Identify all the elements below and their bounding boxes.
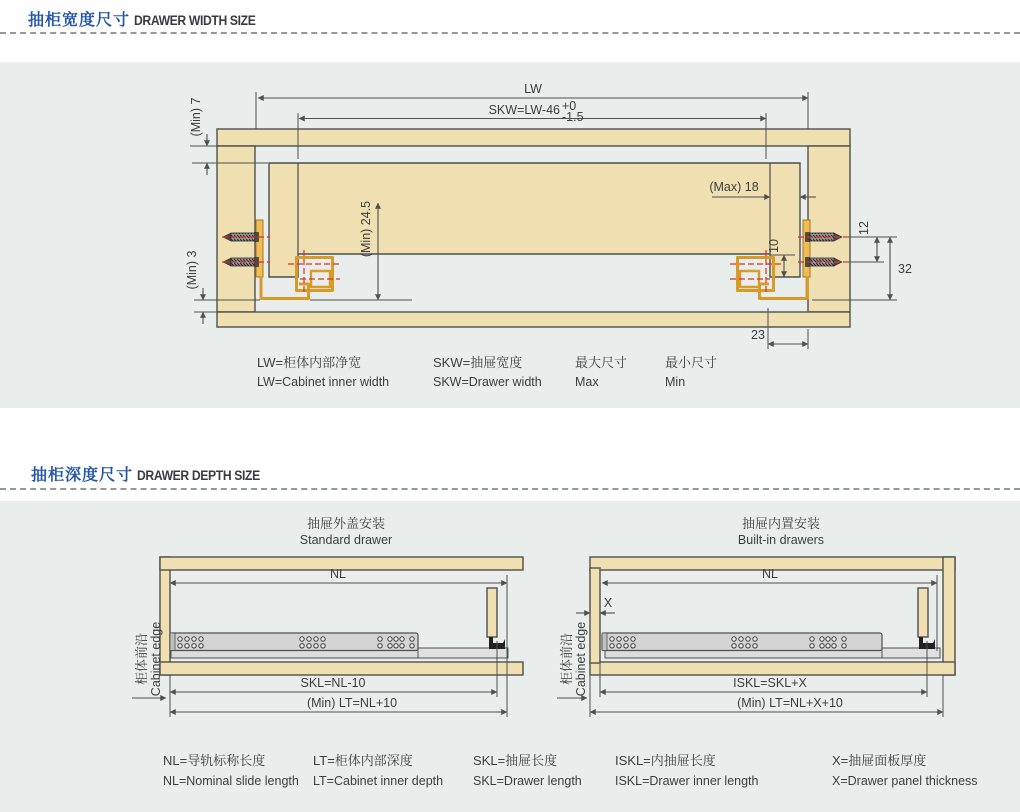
drawer-back-panel	[918, 588, 928, 637]
rail-hole	[753, 644, 757, 648]
rail-hole	[321, 637, 325, 641]
legend-lt-zh: LT=柜体内部深度	[313, 753, 413, 768]
rail-hole	[739, 637, 743, 641]
rail-hole	[192, 637, 196, 641]
slide-lower-member	[605, 650, 882, 658]
rail-hole	[178, 637, 182, 641]
depth-size-panel	[0, 501, 1020, 812]
rail-hole	[199, 637, 203, 641]
section-header-width	[28, 7, 269, 30]
legend-x-zh: X=抽屉面板厚度	[832, 753, 927, 768]
rail-hole	[610, 644, 614, 648]
dim-23-label: 23	[751, 328, 765, 342]
rail-hole	[732, 637, 736, 641]
legend-min-zh: 最小尺寸	[665, 355, 718, 370]
rail-hole	[388, 644, 392, 648]
cabinet-edge-callout	[557, 622, 588, 698]
width-size-panel	[0, 62, 1020, 408]
dim-lw-label: LW	[524, 82, 542, 96]
dim-32-label: 32	[898, 262, 912, 276]
legend-skw-zh: SKW=抽屉宽度	[433, 355, 523, 370]
dim-nl-label: NL	[330, 567, 346, 581]
rail-hole	[388, 637, 392, 641]
rail-hole	[314, 644, 318, 648]
width-diagram-svg	[0, 62, 1020, 408]
rail-hole	[178, 644, 182, 648]
rail-hole	[746, 644, 750, 648]
legend-lt-en: LT=Cabinet inner depth	[313, 774, 444, 788]
rail-hole	[753, 637, 757, 641]
standard-title-zh: 抽屉外盖安装	[306, 516, 386, 531]
legend-x-en: X=Drawer panel thickness	[832, 774, 978, 788]
dim-skw-tol-lower: -1.5	[562, 110, 584, 124]
built-in-title-zh: 抽屉内置安装	[741, 516, 821, 531]
cabinet-bottom-board	[160, 662, 523, 675]
rail-hole	[842, 637, 846, 641]
legend-iskl-zh: ISKL=内抽屉长度	[615, 753, 716, 768]
rail-hole	[378, 637, 382, 641]
rail-hole	[185, 637, 189, 641]
dim-x-label: X	[603, 596, 613, 610]
section-title-zh: 抽柜宽度尺寸	[28, 12, 131, 29]
rail-hole	[842, 644, 846, 648]
slide-lower-member	[171, 650, 418, 658]
section-title-en: DRAWER WIDTH SIZE	[134, 13, 256, 28]
legend-skl-zh: SKL=抽屉长度	[473, 753, 558, 768]
dim-12-label: 12	[857, 221, 871, 235]
dim-nl-label: NL	[762, 567, 778, 581]
dim-lt-label: (Min) LT=NL+X+10	[737, 696, 843, 710]
rail-hole	[307, 644, 311, 648]
rail-hole	[826, 637, 830, 641]
rail-hole	[820, 637, 824, 641]
cabinet-edge-en: Cabinet edge	[149, 621, 163, 697]
rail-hole	[820, 644, 824, 648]
rail-hole	[624, 637, 628, 641]
standard-title-en: Standard drawer	[299, 533, 393, 547]
built-in-drawer-diagram	[557, 516, 955, 717]
dim-skw-tol-upper: +0	[562, 99, 577, 113]
rail-hole	[631, 644, 635, 648]
dim-10-label: 10	[767, 239, 781, 253]
rail-hole	[826, 644, 830, 648]
rail-hole	[185, 644, 189, 648]
dim-12	[846, 221, 897, 262]
dim-min245-label: (Min) 24.5	[359, 200, 373, 258]
legend-skw-en: SKW=Drawer width	[433, 375, 542, 389]
legend-lw-en: LW=Cabinet inner width	[257, 375, 390, 389]
dim-max18-label: (Max) 18	[709, 180, 759, 194]
rail-hole	[192, 644, 196, 648]
left-bracket	[256, 220, 263, 277]
rail-hole	[832, 644, 836, 648]
rail-hole	[300, 644, 304, 648]
rail-hole	[394, 637, 398, 641]
rail-hole	[739, 644, 743, 648]
divider-dashed	[0, 32, 1020, 34]
dim-min7-label: (Min) 7	[189, 97, 203, 137]
rail-hole	[199, 644, 203, 648]
slide-front-cap	[602, 633, 607, 651]
rail-hole	[410, 637, 414, 641]
dim-lt	[170, 696, 507, 712]
cabinet-edge-en: Cabinet edge	[574, 621, 588, 697]
depth-diagrams-svg	[0, 501, 1020, 812]
rail-hole	[832, 637, 836, 641]
cabinet-bottom-board	[590, 662, 955, 675]
rail-hole	[810, 644, 814, 648]
rail-hole	[617, 644, 621, 648]
rail-hole	[400, 644, 404, 648]
legend-skl-en: SKL=Drawer length	[473, 774, 582, 788]
divider-dashed	[0, 488, 1020, 490]
legend-iskl-en: ISKL=Drawer inner length	[615, 774, 759, 788]
legend-lw-zh: LW=柜体内部净宽	[257, 355, 362, 370]
rail-hole	[314, 637, 318, 641]
section-title-en: DRAWER DEPTH SIZE	[137, 468, 260, 483]
cabinet-back-wall	[943, 557, 955, 675]
rail-hole	[394, 644, 398, 648]
rail-hole	[307, 637, 311, 641]
rail-hole	[810, 637, 814, 641]
dim-lt-label: (Min) LT=NL+10	[306, 696, 398, 710]
slide-front-cap	[170, 633, 175, 651]
built-in-title-en: Built-in drawers	[737, 533, 825, 547]
slide-extension	[418, 648, 508, 658]
rail-hole	[400, 637, 404, 641]
cabinet-edge-zh: 柜体前沿	[134, 632, 149, 686]
drawer-back-panel	[487, 588, 497, 637]
legend-nl-zh: NL=导轨标称长度	[163, 753, 266, 768]
rail-hole	[300, 637, 304, 641]
rail-hole	[624, 644, 628, 648]
legend-max-zh: 最大尺寸	[575, 355, 628, 370]
rail-hole	[732, 644, 736, 648]
dim-skl-label: SKL=NL-10	[300, 676, 366, 690]
dim-iskl-label: ISKL=SKL+X	[733, 676, 807, 690]
drawer-front-panel	[590, 568, 600, 663]
rail-hole	[378, 644, 382, 648]
dim-skw-label: SKW=LW-46	[488, 103, 560, 117]
dim-min3-label: (Min) 3	[185, 250, 199, 290]
legend-min-en: Min	[665, 375, 686, 389]
rail-hole	[610, 637, 614, 641]
cabinet-edge-callout	[132, 622, 166, 698]
legend-max-en: Max	[575, 375, 599, 389]
slide-extension	[882, 648, 940, 658]
rail-hole	[410, 644, 414, 648]
rail-hole	[631, 637, 635, 641]
width-legend	[257, 355, 717, 389]
rail-hole	[617, 637, 621, 641]
standard-drawer-diagram	[132, 516, 523, 717]
rail-hole	[746, 637, 750, 641]
depth-legend	[163, 753, 978, 788]
section-title-zh: 抽柜深度尺寸	[31, 467, 134, 484]
legend-nl-en: NL=Nominal slide length	[163, 774, 299, 788]
cabinet-edge-zh: 柜体前沿	[559, 632, 574, 686]
section-header-depth	[31, 462, 273, 485]
right-bracket	[803, 220, 810, 277]
rail-hole	[321, 644, 325, 648]
